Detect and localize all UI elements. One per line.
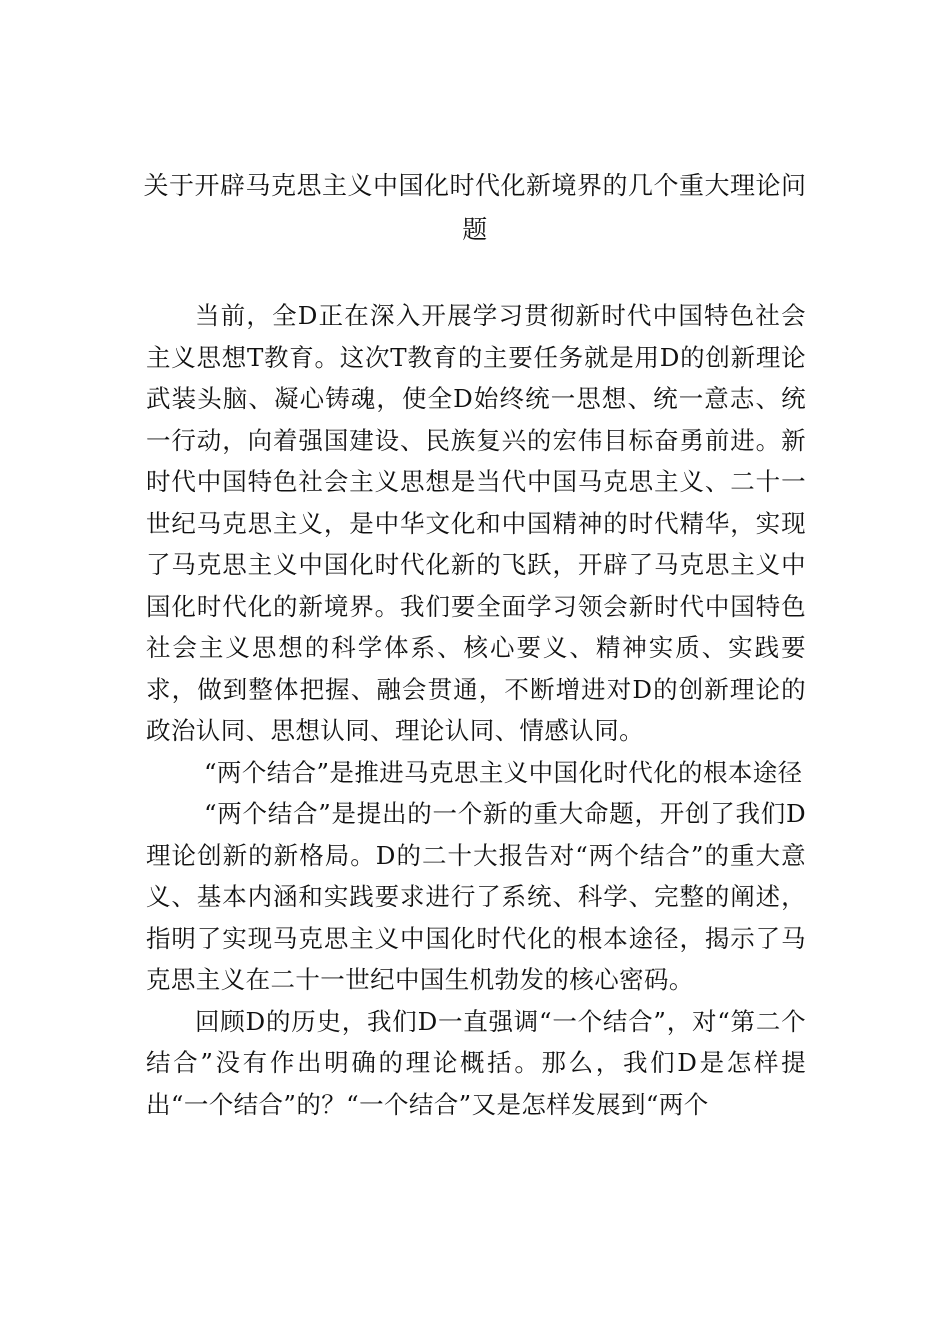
paragraph-history: 回顾D的历史，我们D一直强调“一个结合”，对“第二个结合”没有作出明确的理论概括。那么，我们D是怎样提出“一个结合”的？“一个结合”又是怎样发展到“两个 [146,1006,806,1119]
document-body [146,295,806,1125]
section-heading: “两个结合”是推进马克思主义中国化时代化的根本途径 [204,757,803,787]
paragraph-two-combinations: “两个结合”是提出的一个新的重大命题，开创了我们D理论创新的新格局。D的二十大报告对“两个结合”的重大意义、基本内涵和实践要求进行了系统、科学、完整的阐述，指明了实现马克思主义中国化时代化的根本途径，揭示了马克思主义在二十一世纪中国生机勃发的核心密码。 [146,799,806,994]
paragraph-intro: 当前，全D正在深入开展学习贯彻新时代中国特色社会主义思想T教育。这次T教育的主要任务就是用D的创新理论武装头脑、凝心铸魂，使全D始终统一思想、统一意志、统一行动，向着强国建设、民族复兴的宏伟目标奋勇前进。新时代中国特色社会主义思想是当代中国马克思主义、二十一世纪马克思主义，是中华文化和中国精神的时代精华，实现了马克思主义中国化时代化新的飞跃，开辟了马克思主义中国化时代化的新境界。我们要全面学习领会新时代中国特色社会主义思想的科学体系、核心要义、精神实质、实践要求，做到整体把握、融会贯通，不断增进对D的创新理论的政治认同、思想认同、理论认同、情感认同。 [146,301,806,745]
document-title: 关于开辟马克思主义中国化时代化新境界的几个重大理论问题 [143,171,807,244]
